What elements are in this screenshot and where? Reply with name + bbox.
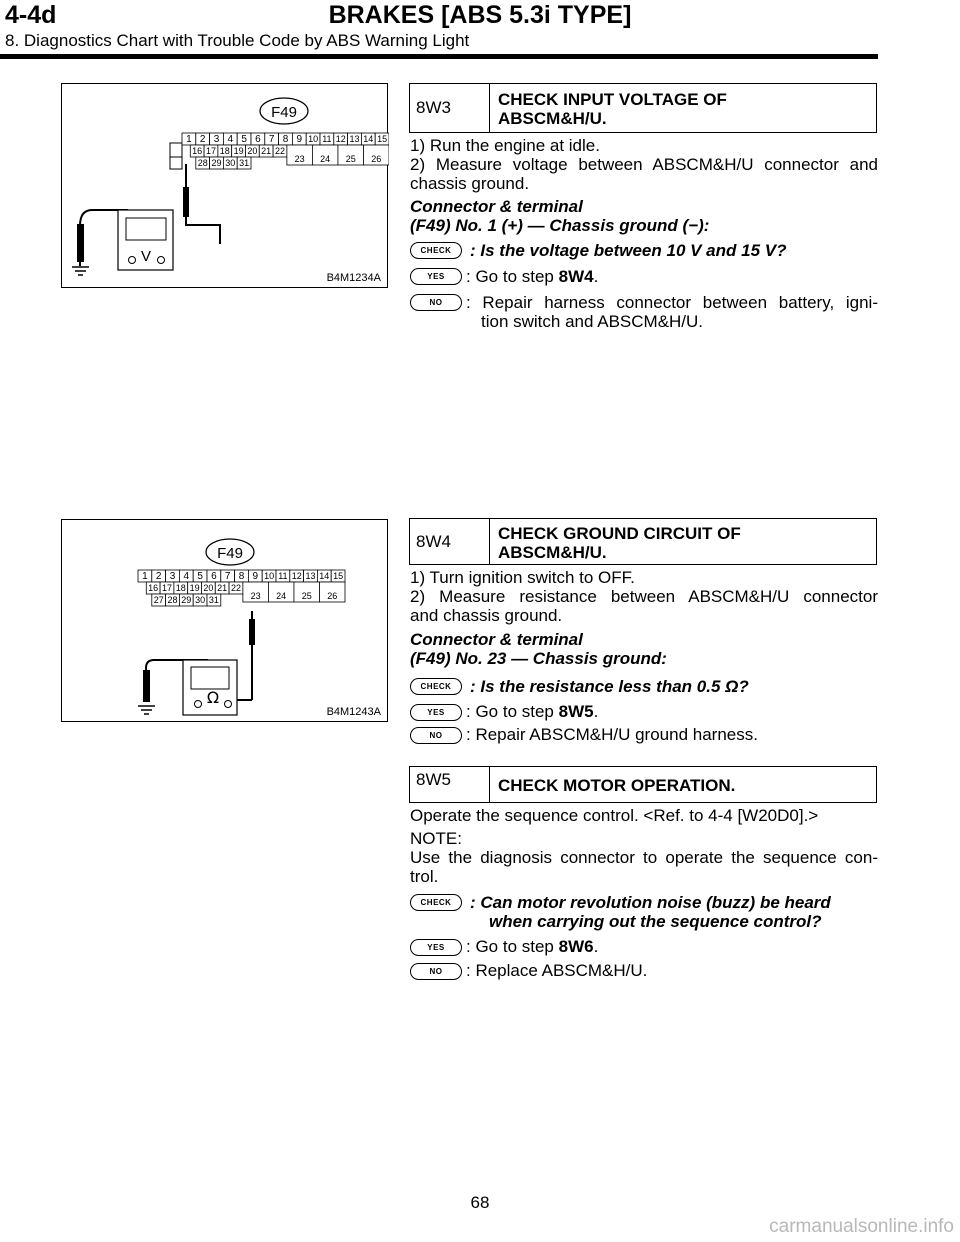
pin-label: 20 (247, 146, 258, 156)
note-text-cont: trol. (410, 867, 439, 886)
meter-symbol: V (140, 248, 152, 265)
pin-label: 25 (301, 591, 312, 601)
pin-label: 19 (189, 583, 200, 593)
pin-label: 9 (252, 571, 259, 582)
no-action: : Replace ABSCM&H/U. (466, 961, 648, 980)
pin-label: 8 (238, 571, 245, 582)
no-badge: NO (410, 727, 462, 744)
pin-label: 30 (225, 158, 236, 168)
pin-label: 20 (203, 583, 214, 593)
pin-label: 25 (345, 154, 356, 164)
pin-label: 1 (186, 134, 192, 145)
check-badge: CHECK (410, 242, 462, 259)
instruction: 1) Run the engine at idle. (410, 136, 600, 155)
pin-label: 13 (349, 134, 360, 144)
instruction: chassis ground. (410, 174, 530, 193)
pin-label: 24 (320, 154, 331, 164)
pin-label: 10 (308, 134, 319, 144)
pin-label: 6 (211, 571, 217, 582)
figure-code: B4M1243A (326, 706, 381, 718)
pin-label: 17 (161, 583, 172, 593)
pin-label: 18 (219, 146, 230, 156)
figure-voltage-check (61, 83, 388, 288)
pin-label: 28 (167, 595, 178, 605)
figure-ground-check (61, 519, 388, 722)
pin-label: 26 (371, 154, 382, 164)
yes-action: : Go to step 8W6. (466, 937, 599, 956)
pin-label: 15 (333, 571, 344, 581)
step-link[interactable]: 8W4 (558, 267, 594, 286)
no-action: : Repair ABSCM&H/U ground harness. (466, 725, 758, 744)
no-action: : Repair harness connector between battery, igni- (466, 293, 878, 312)
check-question: : Is the voltage between 10 V and 15 V? (470, 241, 787, 260)
pin-label: 5 (241, 134, 247, 145)
instruction: Operate the sequence control. <Ref. to 4-4 [W20D0].> (410, 806, 819, 825)
check-badge: CHECK (410, 678, 462, 695)
pin-label: 22 (230, 583, 241, 593)
step-link[interactable]: 8W5 (558, 702, 594, 721)
instruction: and chassis ground. (410, 606, 563, 625)
pin-label: 3 (169, 571, 176, 582)
pin-label: 24 (276, 591, 287, 601)
no-badge: NO (410, 963, 462, 980)
check-badge: CHECK (410, 894, 462, 911)
pin-label: 2 (155, 571, 162, 582)
page-number: 68 (470, 1193, 490, 1212)
connector-terminal-spec: (F49) No. 1 (+) — Chassis ground (−): (410, 216, 710, 235)
pin-label: 13 (305, 571, 316, 581)
step-8w5-header (409, 766, 877, 803)
pin-label: 26 (327, 591, 338, 601)
step-number: 8W4 (410, 519, 490, 564)
pin-label: 27 (153, 595, 164, 605)
pin-label: 21 (261, 146, 272, 156)
pin-label: 10 (264, 571, 275, 581)
pin-label: 11 (278, 571, 288, 581)
pin-label: 31 (208, 595, 219, 605)
connector-pin-grid (138, 570, 345, 606)
pin-label: 6 (255, 134, 261, 145)
pin-label: 18 (175, 583, 186, 593)
pin-label: 3 (213, 134, 220, 145)
pin-label: 23 (294, 154, 305, 164)
pin-label: 17 (205, 146, 216, 156)
note-label: NOTE: (410, 829, 462, 848)
pin-label: 19 (233, 146, 244, 156)
pin-label: 9 (296, 134, 303, 145)
pin-label: 15 (377, 134, 388, 144)
step-8w3-header (409, 83, 877, 133)
pin-label: 5 (197, 571, 203, 582)
pin-label: 21 (217, 583, 228, 593)
figure-code: B4M1234A (326, 272, 381, 284)
section-code: 4-4d (5, 1, 57, 29)
pin-label: 28 (197, 158, 208, 168)
pin-label: 30 (195, 595, 206, 605)
step-title: CHECK INPUT VOLTAGE OF ABSCM&H/U. (498, 90, 727, 128)
step-title: CHECK MOTOR OPERATION. (498, 776, 736, 795)
no-action-cont: tion switch and ABSCM&H/U. (481, 312, 704, 331)
yes-action: : Go to step 8W5. (466, 702, 599, 721)
pin-label: 4 (183, 571, 190, 582)
pin-label: 14 (319, 571, 330, 581)
pin-label: 8 (282, 134, 289, 145)
check-question-cont: when carrying out the sequence control? (489, 912, 822, 931)
pin-label: 29 (181, 595, 192, 605)
pin-label: 11 (322, 134, 332, 144)
pin-label: 16 (192, 146, 203, 156)
check-question: : Is the resistance less than 0.5 Ω? (470, 677, 749, 696)
pin-label: 7 (224, 571, 231, 582)
pin-label: 7 (268, 134, 275, 145)
check-question: : Can motor revolution noise (buzz) be heard (470, 893, 831, 912)
pin-label: 16 (148, 583, 159, 593)
pin-label: 1 (142, 571, 148, 582)
step-link[interactable]: 8W6 (558, 937, 594, 956)
yes-action: : Go to step 8W4. (466, 267, 599, 286)
header-rule (0, 54, 878, 59)
connector-label: F49 (217, 545, 243, 562)
connector-terminal-label: Connector & terminal (410, 197, 583, 216)
watermark: carmanualsonline.info (769, 1216, 954, 1237)
connector-terminal-label: Connector & terminal (410, 630, 583, 649)
pin-label: 12 (335, 134, 346, 144)
step-number: 8W5 (410, 767, 490, 802)
step-number: 8W3 (410, 84, 490, 132)
pin-label: 2 (199, 134, 206, 145)
pin-label: 14 (363, 134, 374, 144)
page-title: BRAKES [ABS 5.3i TYPE] (328, 1, 632, 29)
connector-pin-grid (182, 133, 389, 169)
pin-label: 31 (239, 158, 250, 168)
yes-badge: YES (410, 939, 462, 956)
connector-terminal-spec: (F49) No. 23 — Chassis ground: (410, 649, 667, 668)
pin-label: 4 (227, 134, 234, 145)
pin-label: 22 (274, 146, 285, 156)
yes-badge: YES (410, 704, 462, 721)
meter-symbol: Ω (206, 688, 220, 707)
pin-label: 12 (291, 571, 302, 581)
note-text: Use the diagnosis connector to operate the sequence con- (410, 848, 878, 867)
step-8w4-header (409, 518, 877, 565)
connector-label: F49 (271, 104, 297, 121)
no-badge: NO (410, 294, 462, 311)
step-title: CHECK GROUND CIRCUIT OF ABSCM&H/U. (498, 523, 741, 562)
instruction: 2) Measure voltage between ABSCM&H/U connector and (410, 155, 878, 174)
wiring-diagram (62, 520, 389, 723)
instruction: 2) Measure resistance between ABSCM&H/U connector (410, 587, 878, 606)
yes-badge: YES (410, 268, 462, 285)
wiring-diagram (62, 84, 389, 289)
instruction: 1) Turn ignition switch to OFF. (410, 568, 635, 587)
pin-label: 29 (211, 158, 222, 168)
page-subtitle: 8. Diagnostics Chart with Trouble Code by ABS Warning Light (5, 31, 470, 50)
pin-label: 23 (250, 591, 261, 601)
